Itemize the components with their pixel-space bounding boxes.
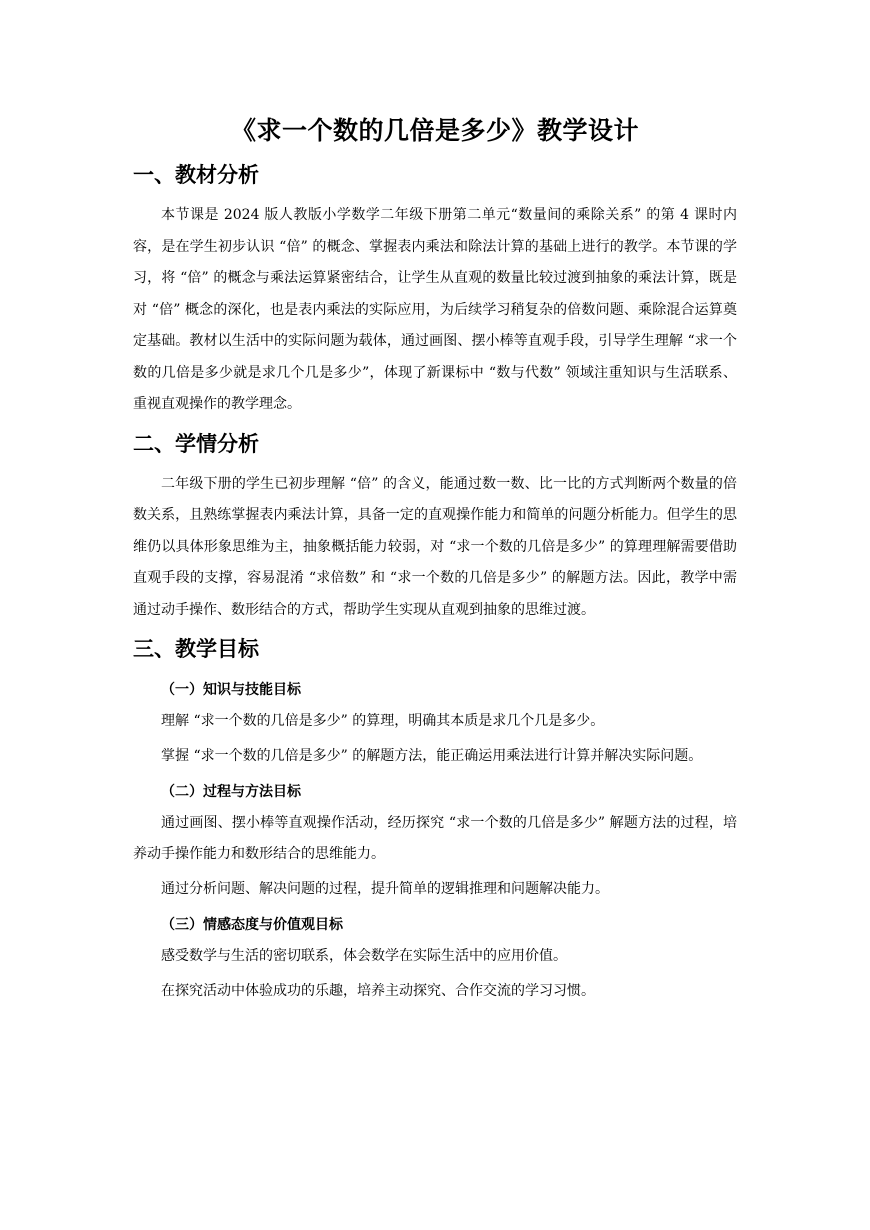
goal-item: 感受数学与生活的密切联系，体会数学在实际生活中的应用价值。 [161, 948, 567, 964]
goal-item: 在探究活动中体验成功的乐趣，培养主动探究、合作交流的学习习惯。 [161, 983, 595, 999]
subsection-heading: （一）知识与技能目标 [161, 682, 301, 698]
goal-item: 理解 “求一个数的几倍是多少” 的算理，明确其本质是求几个几是多少。 [161, 713, 605, 729]
document-body [133, 114, 737, 1011]
subsection-heading: （三）情感态度与价值观目标 [161, 917, 343, 933]
goal-item: 通过分析问题、解决问题的过程，提升简单的逻辑推理和问题解决能力。 [161, 881, 609, 897]
section-heading: 二、学情分析 [133, 431, 259, 456]
subsection-knowledge-skills [133, 674, 737, 772]
paragraph: 二年级下册的学生已初步理解 “倍” 的含义，能通过数一数、比一比的方式判断两个数量的倍数关系，且熟练掌握表内乘法计算，具备一定的直观操作能力和简单的问题分析能力。但学生的思维仍以具体形象思维为主，抽象概括能力较弱，对 “求一个数的几倍是多少” 的算理理解需要借助直观手段的支撑，容易混淆 “求倍数” 和 “求一个数的几倍是多少” 的解题方法。因此，教学中需通过动手操作、数形结合的方式，帮助学生实现从直观到抽象的思维过渡。 [133, 475, 737, 618]
section-heading: 一、教材分析 [133, 163, 259, 187]
paragraph: 本节课是 2024 版人教版小学数学二年级下册第二单元“数量间的乘除关系” 的第 4 课时内容，是在学生初步认识 “倍” 的概念、掌握表内乘法和除法计算的基础上进行的教学。本节课的学习，将 “倍” 的概念与乘法运算紧密结合，让学生从直观的数量比较过渡到抽象的乘法计算，既是对 “倍” 概念的深化，也是表内乘法的实际应用，为后续学习稍复杂的倍数问题、乘除混合运算奠定基础。教材以生活中的实际问题为载体，通过画图、摆小棒等直观手段，引导学生理解 “求一个数的几倍是多少就是求几个几是多少”，体现了新课标中 “数与代数” 领域注重知识与生活联系、重视直观操作的教学理念。 [133, 207, 737, 412]
subsection-emotion-values [133, 909, 737, 1007]
document-title: 《求一个数的几倍是多少》教学设计 [230, 116, 639, 145]
subsection-heading: （二）过程与方法目标 [161, 784, 301, 800]
goal-item: 掌握 “求一个数的几倍是多少” 的解题方法，能正确运用乘法进行计算并解决实际问题。 [161, 748, 703, 764]
subsection-process-methods [133, 776, 737, 905]
section-student-analysis [133, 429, 737, 627]
section-teaching-goals [133, 634, 737, 1007]
section-textbook-analysis [133, 160, 737, 421]
goal-item: 通过画图、摆小棒等直观操作活动，经历探究 “求一个数的几倍是多少” 解题方法的过程，培养动手操作能力和数形结合的思维能力。 [133, 815, 737, 862]
section-heading: 三、教学目标 [133, 637, 259, 661]
